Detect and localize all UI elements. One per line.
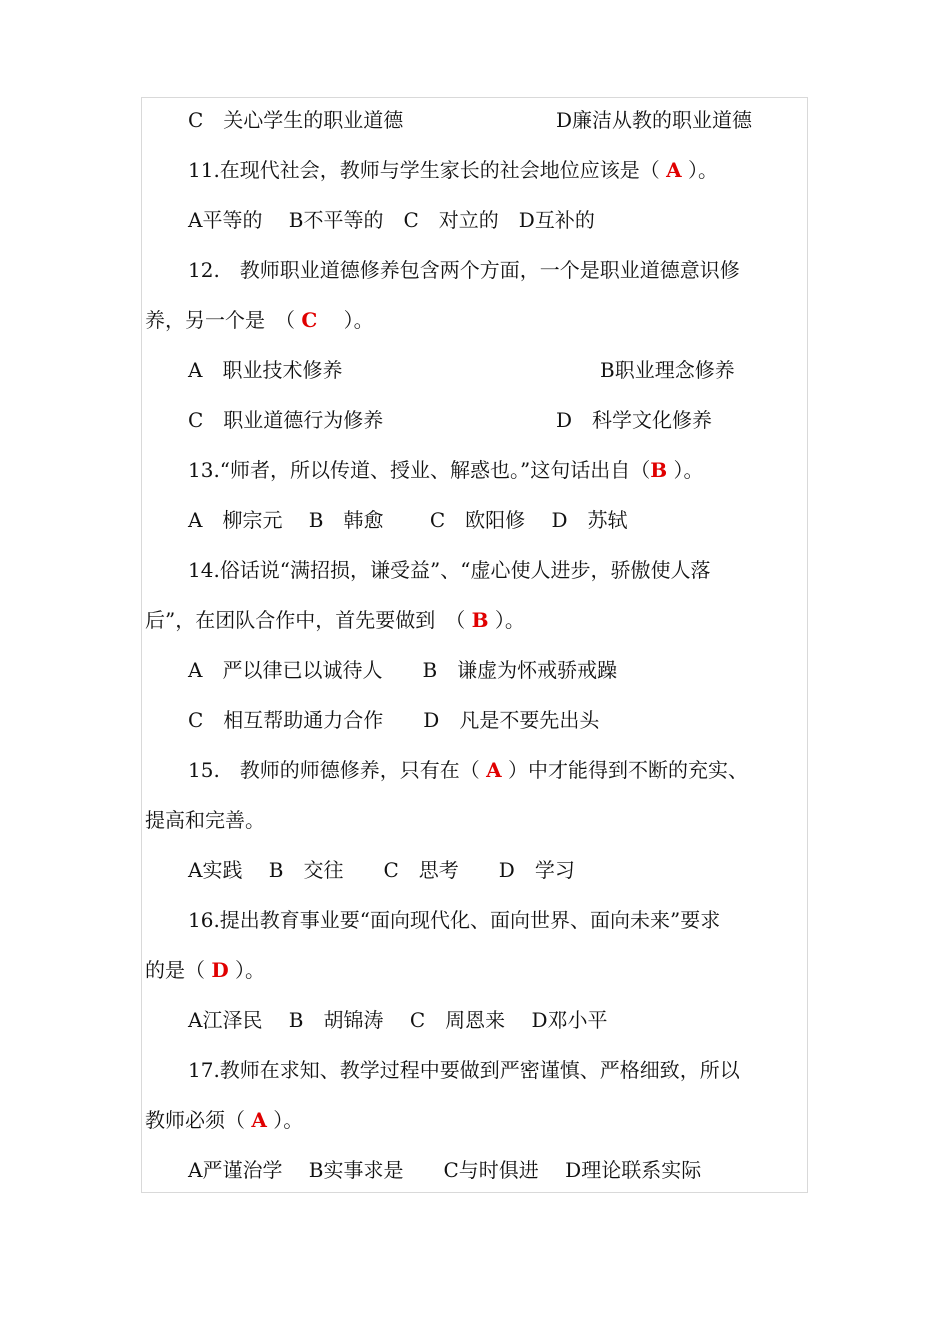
answer-mark: A <box>666 158 682 182</box>
question-text-end: ）。 <box>317 308 374 332</box>
options-14-ab: A 严以律已以诚待人 B 谦虚为怀戒骄戒躁 <box>188 658 618 682</box>
answer-mark: B <box>471 608 489 632</box>
option-d: D 科学文化修养 <box>556 408 713 432</box>
option-d: D廉洁从教的职业道德 <box>556 108 753 132</box>
question-12: 12. 教师职业道德修养包含两个方面，一个是职业道德意识修 <box>188 258 740 282</box>
options-17: A严谨治学 B实事求是 C与时俱进 D理论联系实际 <box>188 1158 702 1182</box>
answer-mark: D <box>211 958 229 982</box>
option-line <box>556 107 752 133</box>
question-text: 15. 教师的师德修养，只有在（ <box>188 758 487 782</box>
question-text: 13.“师者，所以传道、授业、解惑也。”这句话出自（ <box>188 458 651 482</box>
option-a: A 职业技术修养 <box>188 358 343 382</box>
question-15 <box>188 757 748 783</box>
options-11: A平等的 B不平等的 C 对立的 D互补的 <box>188 208 595 232</box>
option-line <box>188 107 403 133</box>
option-b: B职业理念修养 <box>600 358 735 382</box>
question-text: 教师必须（ <box>145 1108 252 1132</box>
question-text-end: ）。 <box>488 608 525 632</box>
question-text-end: ）。 <box>681 158 719 182</box>
options-14-cd: C 相互帮助通力合作 D 凡是不要先出头 <box>188 708 600 732</box>
question-16: 16.提出教育事业要“面向现代化、面向世界、面向未来”要求 <box>188 908 721 932</box>
question-15-cont: 提高和完善。 <box>145 808 265 832</box>
question-text: 的是（ <box>145 958 212 982</box>
options-13: A 柳宗元 B 韩愈 C 欧阳修 D 苏轼 <box>188 508 628 532</box>
question-13 <box>188 457 704 483</box>
answer-mark: A <box>486 758 502 782</box>
page-frame <box>141 97 808 1193</box>
question-text: 养，另一个是 （ <box>145 308 302 332</box>
question-text-end: ）中才能得到不断的充实、 <box>501 758 749 782</box>
question-14-cont <box>145 607 525 633</box>
options-16: A江泽民 B 胡锦涛 C 周恩来 D邓小平 <box>188 1008 608 1032</box>
question-17-cont <box>145 1107 303 1133</box>
question-text-end: ）。 <box>228 958 266 982</box>
question-11 <box>188 157 718 183</box>
question-12-cont <box>145 307 374 333</box>
question-text: 11.在现代社会，教师与学生家长的社会地位应该是（ <box>188 158 667 182</box>
question-16-cont <box>145 957 265 983</box>
answer-mark: A <box>251 1108 267 1132</box>
option-c: C 职业道德行为修养 <box>188 408 384 432</box>
question-text: 后”，在团队合作中，首先要做到 （ <box>145 608 472 632</box>
question-17: 17.教师在求知、教学过程中要做到严密谨慎、严格细致，所以 <box>188 1058 740 1082</box>
options-15: A实践 B 交往 C 思考 D 学习 <box>188 858 575 882</box>
option-c: C 关心学生的职业道德 <box>188 108 404 132</box>
question-text-end: ）。 <box>667 458 704 482</box>
answer-mark: C <box>301 308 318 332</box>
answer-mark: B <box>650 458 668 482</box>
question-14: 14.俗话说“满招损，谦受益”、“虚心使人进步，骄傲使人落 <box>188 558 711 582</box>
question-text-end: ）。 <box>266 1108 304 1132</box>
